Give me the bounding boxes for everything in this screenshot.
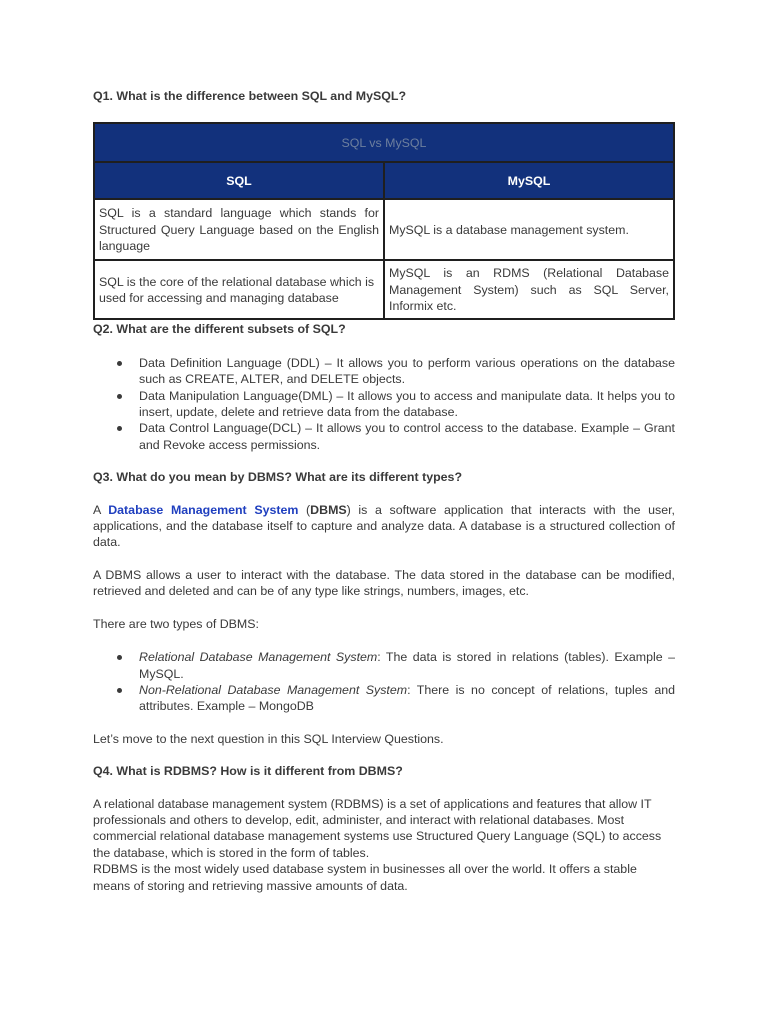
type-name: Non-Relational Database Management System	[139, 682, 408, 697]
dbms-interaction-paragraph: A DBMS allows a user to interact with the database. The data stored in the database can be modified, retrieved and deleted and can be of any type like strings, numbers, images, etc.	[93, 567, 675, 599]
table-header-sql: SQL	[94, 162, 384, 199]
text-span: A	[93, 502, 109, 517]
next-question-paragraph: Let’s move to the next question in this SQL Interview Questions.	[93, 731, 444, 746]
type-desc: : The data is stored in relations (tables). Example – MySQL.	[139, 650, 675, 681]
table-header-mysql: MySQL	[384, 162, 674, 199]
table-cell: MySQL is a database management system.	[384, 199, 674, 260]
list-item: Data Manipulation Language(DML) – It allows you to access and manipulate data. It helps you to insert, update, delete and retrieve data from the database.	[139, 388, 675, 420]
table-caption: SQL vs MySQL	[94, 123, 674, 162]
document-page	[93, 88, 675, 894]
table-cell: SQL is the core of the relational database which is used for accessing and managing database	[94, 260, 384, 319]
list-item	[139, 682, 675, 715]
dbms-types-list	[93, 649, 675, 715]
table-row	[94, 260, 674, 319]
text-span: ) is a software application that interacts with the user, applications, and the database itself to capture and analyze data. A database is a structured collection of data.	[93, 502, 675, 550]
dbms-types-intro: There are two types of DBMS:	[93, 616, 259, 631]
rdbms-usage-paragraph: RDBMS is the most widely used database system in businesses all over the world. It offers a stable means of storing and retrieving massive amounts of data.	[93, 862, 637, 893]
q2-heading: Q2. What are the different subsets of SQL?	[93, 322, 346, 337]
dbms-definition-paragraph	[93, 502, 675, 551]
sql-subsets-list	[93, 355, 675, 453]
table-row	[94, 199, 674, 260]
type-desc: : There is no concept of relations, tuples and attributes. Example – MongoDB	[139, 682, 675, 714]
dbms-link[interactable]: Database Management System	[108, 502, 299, 517]
rdbms-definition-paragraph: A relational database management system (RDBMS) is a set of applications and features that allow IT professionals and others to develop, edit, administer, and interact with relational databases. Most commercial relational database management systems use Structured Query Language (SQL) to access the database, which is stored in the form of tables.	[93, 796, 662, 860]
sql-vs-mysql-table	[93, 122, 675, 320]
table-cell: MySQL is an RDMS (Relational Database Management System) such as SQL Server, Informix etc.	[384, 260, 674, 319]
list-item: Data Definition Language (DDL) – It allows you to perform various operations on the database such as CREATE, ALTER, and DELETE objects.	[139, 355, 675, 387]
q1-heading: Q1. What is the difference between SQL and MySQL?	[93, 89, 407, 103]
q3-heading: Q3. What do you mean by DBMS? What are its different types?	[93, 470, 463, 485]
table-cell: SQL is a standard language which stands for Structured Query Language based on the English language	[94, 199, 384, 260]
list-item	[139, 649, 675, 682]
q4-heading: Q4. What is RDBMS? How is it different from DBMS?	[93, 764, 403, 779]
list-item: Data Control Language(DCL) – It allows you to control access to the database. Example – Grant and Revoke access permissions.	[139, 421, 675, 452]
dbms-abbrev: DBMS	[310, 502, 347, 517]
text-span: (	[298, 502, 311, 517]
type-name: Relational Database Management System	[139, 650, 378, 665]
